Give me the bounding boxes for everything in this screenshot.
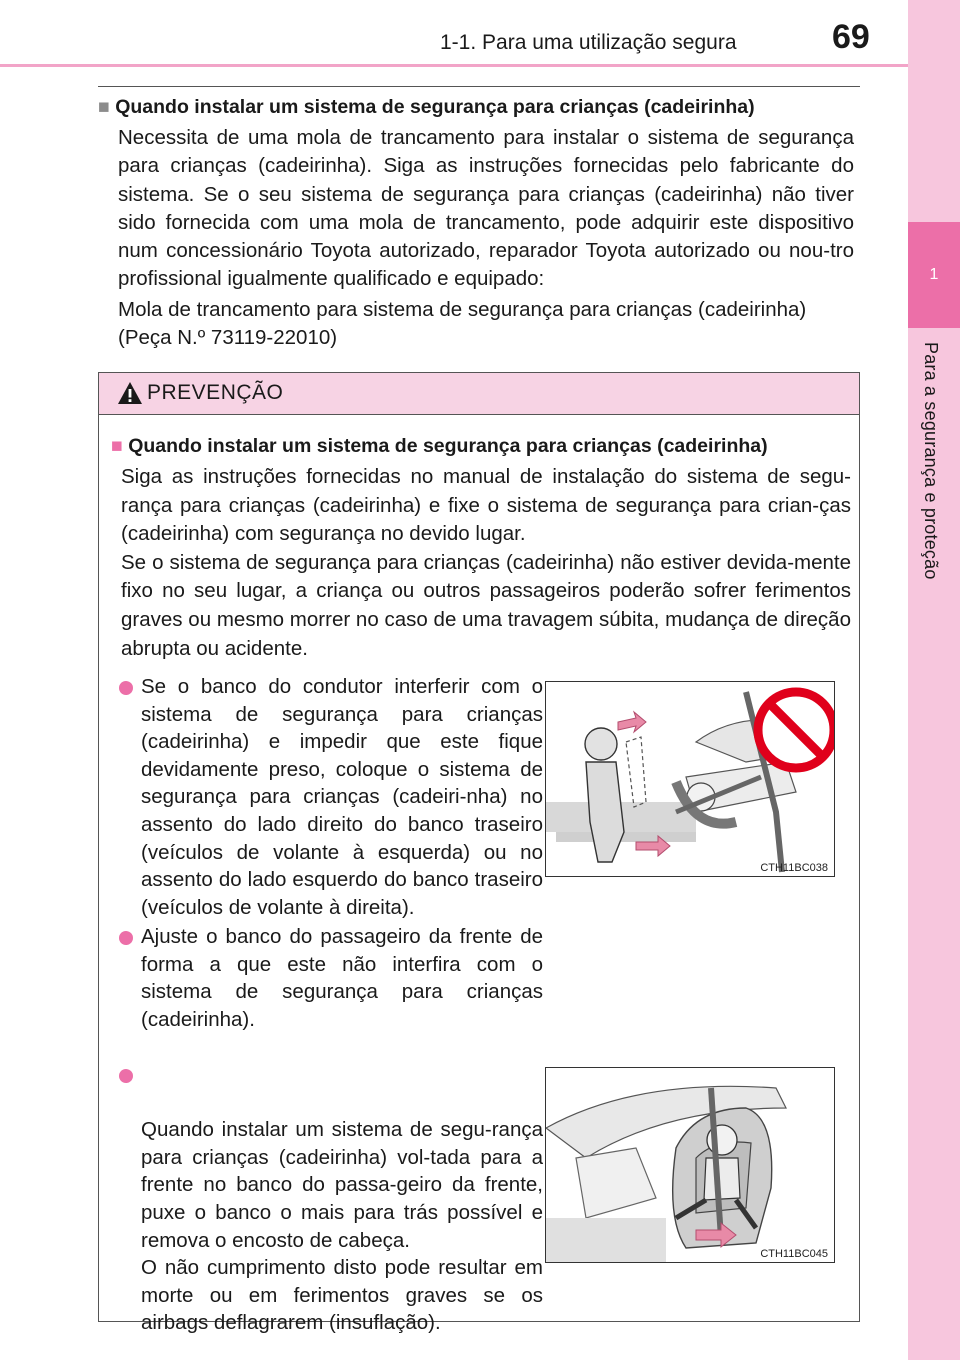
caution-title: PREVENÇÃO [147, 381, 284, 404]
chapter-number: 1 [929, 266, 939, 283]
square-bullet-icon: ■ [98, 96, 110, 118]
section-heading-text: Quando instalar um sistema de segurança para crianças (cadeirinha) [115, 96, 755, 118]
caution-bullet-text: Se o banco do condutor interferir com o sistema de segurança para crianças (cadeirinha) e impedir que este fique devidamente preso, coloque o sistema de segurança para crianças (cadeiri-nha) no assento do lado direito do banco traseiro (veículos de volante à esquerda) ou no assento do lado esquerdo do banco traseiro (veículos de volante à direita). [141, 675, 543, 919]
part-number-line2: (Peça N.º 73119-22010) [118, 326, 338, 349]
chapter-label: Para a segurança e proteção [921, 342, 941, 580]
caution-box [98, 372, 860, 1335]
side-tab [908, 0, 960, 1360]
caution-heading-text: Quando instalar um sistema de segurança para crianças (cadeirinha) [128, 435, 768, 457]
figure-code: CTH11BC045 [760, 1248, 828, 1260]
part-number-line1: Mola de trancamento para sistema de segurança para crianças (cadeirinha) [118, 298, 807, 321]
section-rule [98, 86, 860, 87]
figure-code: CTH11BC038 [760, 862, 828, 874]
caution-heading [111, 435, 768, 458]
illustration-front-passenger-seat [546, 1068, 834, 1262]
caution-bullet [119, 1061, 543, 1337]
caution-header [99, 373, 859, 415]
prohibited-sign-icon [758, 692, 834, 768]
section-heading [98, 96, 755, 119]
header-rule [0, 64, 908, 67]
caution-paragraph-2: Se o sistema de segurança para crianças (cadeirinha) não estiver devida-mente fixo no seu lugar, a criança ou outros passageiros poderão sofrer ferimentos graves ou mesmo morrer no caso de uma travagem súbita, mudança de direção abrupta ou acidente. [121, 550, 851, 660]
section-paragraph: Necessita de uma mola de trancamento para instalar o sistema de segurança para crianças (cadeirinha). Siga as instruções fornecidas pelo fabricante do sistema. Se o seu sistema de segurança para crianças (cadeirinha) não tiver sido fornecida com uma mola de trancamento, pode adquirir este dispositivo num concessionário Toyota autorizado, reparador Toyota autorizado ou nou-tro profissional igualmente qualificado e equipado: [118, 126, 854, 291]
caution-paragraph-1: Siga as instruções fornecidas no manual de instalação do sistema de segu-rança para crianças (cadeirinha) e fixe o sistema de segurança para crian-ças (cadeirinha) com segurança no devido lugar. [121, 465, 851, 546]
caution-bullet-text: Ajuste o banco do passageiro da frente de forma a que este não interfira com o sistema de segurança para crianças (cadeirinha). [141, 925, 543, 1031]
warning-triangle-icon [117, 381, 143, 405]
illustration-driver-seat [546, 682, 834, 876]
figure-driver-seat [545, 681, 835, 877]
page-number: 69 [832, 18, 870, 56]
bullet-dot-icon [119, 681, 133, 695]
chapter-title: 1-1. Para uma utilização segura [440, 31, 737, 54]
square-bullet-icon: ■ [111, 435, 123, 457]
caution-bullet [119, 923, 543, 1033]
figure-front-passenger-seat [545, 1067, 835, 1263]
bullet-dot-icon [119, 931, 133, 945]
bullet-dot-icon [119, 1069, 133, 1083]
caution-bullet-text: Quando instalar um sistema de segu-rança para crianças (cadeirinha) vol-tada para a frente no banco do passa-geiro da frente, puxe o banco o mais para trás possível e remova o encosto de cabeça. O não cumprimento disto pode resultar em morte ou em ferimentos graves se os airbags deflagrarem (insuflação). [141, 1118, 543, 1335]
page-header [0, 0, 960, 62]
caution-bullet [119, 673, 543, 921]
caution-text [121, 463, 851, 663]
